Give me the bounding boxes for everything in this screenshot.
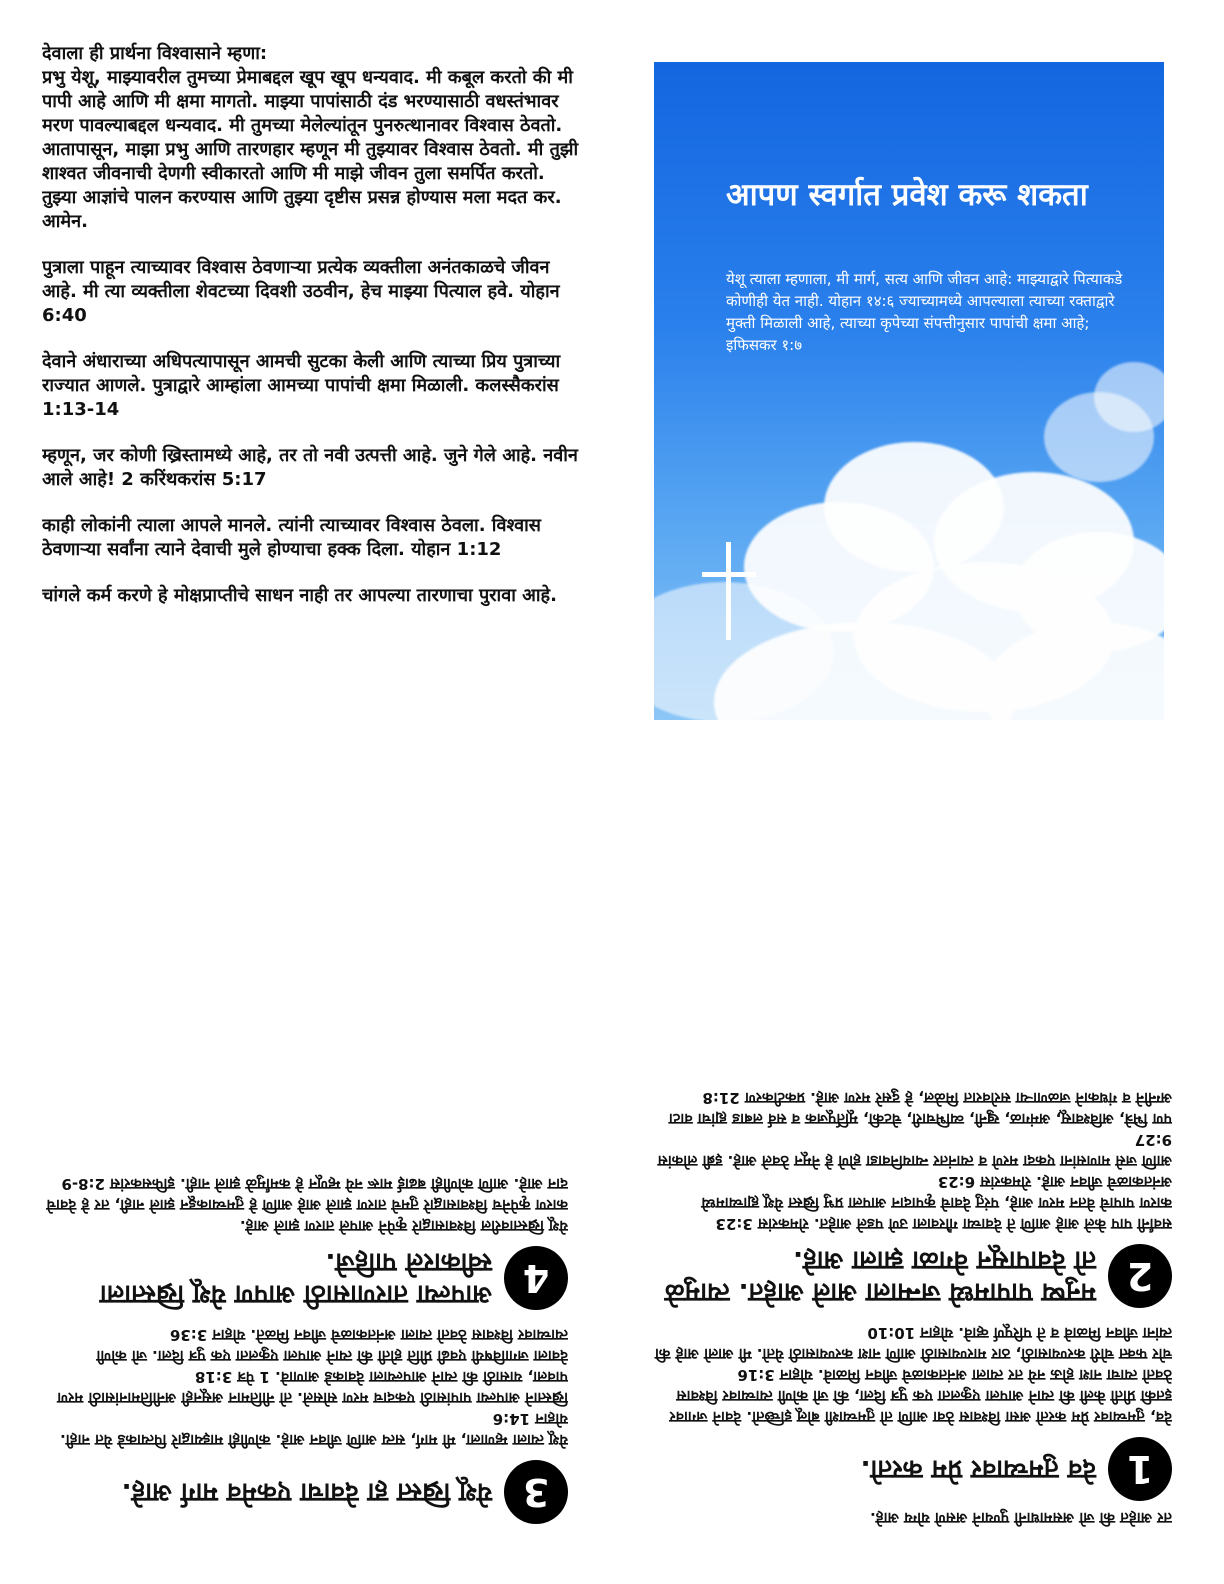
prayer-paragraph: देवाला ही प्रार्थना विश्वासाने म्हणा: प्रभु येशू, माझ्यावरील तुमच्या प्रेमाबद्दल खूप खूप धन्यवाद. मी कबूल करतो की मी पापी आहे आणि मी क्षमा मागतो. माझ्या पापांसाठी दंड भरण्यासाठी वधस्तंभावर मरण पावल्याबद्दल धन्यवाद. मी तुमच्या मेलेल्यांतून पुनरुत्थानावर विश्वास ठेवतो. आतापासून, माझा प्रभु आणि तारणहार म्हणून मी तुझ्यावर विश्वास ठेवतो. मी तुझी शाश्वत जीवनाची देणगी स्वीकारतो आणि मी माझे जीवन तुला समर्पित करतो. तुझ्या आज्ञांचे पालन करण्यास आणि तुझ्या दृष्टीस प्रसन्न होण्यास मला मदत कर. आमेन. <box>42 43 579 232</box>
closing-paragraph: चांगले कर्म करणे हे मोक्षप्राप्तीचे साधन नाही तर आपल्या तारणाचा पुरावा आहे. <box>42 585 557 606</box>
prayer-panel <box>42 42 582 732</box>
section-1-header <box>654 1437 1172 1501</box>
cover-verse: येशू त्याला म्हणाला, मी मार्ग, सत्य आणि जीवन आहे: माझ्याद्वारे पित्याकडे कोणीही येत नाही. योहान १४:६ ज्याच्यामध्ये आपल्याला त्याच्या रक्ताद्वारे मुक्ती मिळाली आहे, त्याच्या कृपेच्या संपत्तीनुसार पापांची क्षमा आहे; इफिसकर १:७ <box>726 270 1123 354</box>
intro-text: तर आहेत की जो असमाधानी पुण्याने असणे योग्य आहे. <box>870 1509 1172 1527</box>
verse-paragraph: पुत्राला पाहून त्याच्यावर विश्वास ठेवणाऱ्या प्रत्येक व्यक्तीला अनंतकाळचे जीवन आहे. मी त्या व्यक्तीला शेवटच्या दिवशी उठवीन, हेच माझ्या पित्याल हवे. योहान 6:40 <box>42 257 560 326</box>
number-badge: 1 <box>1108 1437 1172 1501</box>
sections-1-2-panel <box>654 836 1172 1528</box>
section-body: देव, तुमच्यावर प्रेम करतो असा विश्वास ठेवा आणि तो तुमच्याशी बोलू इच्छितो. देवाने जगावर इतकी प्रीती केली की त्याने आपला एकुलता एक पुत्र दिला, की जो कोणी त्याच्यावर विश्वास ठेवतो त्याचा नाश होऊ नये तर त्याला अनंतकाळचे जीवन मिळावे. योहान 3:16 चोर फक्त चोरी करण्यासाठी, ठार मारण्यासाठी आणि नाश करण्यासाठी येतो. मी आलो आहे की त्यांना जीवन मिळावे व ते परिपूर्ण व्हावे. योहान 10:10 <box>654 1324 1172 1426</box>
verse-paragraph: म्हणून, जर कोणी ख्रिस्तामध्ये आहे, तर तो नवी उत्पत्ती आहे. जुने गेले आहे. नवीन आले आहे! 2 करिंथकरांस 5:17 <box>42 445 578 490</box>
section-body: येशू त्याला म्हणाला, मी मार्ग, सत्य आणि जीवन आहे. कोणीही माझ्याद्वारे पित्याकडे येत नाही. योहान 14:6 ख्रिस्ताने आपल्या पापांसाठी एकदाच मरण सोसले. तो नीतिमान असूनही अनीतिमानांसाठी मरण पावला, यासाठी की त्याने आपल्याला देवाकडे आणावे. 1 पेत्र 3:18 देवाला जगाविषयी एवढी प्रीति होती की त्याने आपला एकुलता एक पुत्र दिला. जो कोणी त्याच्यावर विश्वास ठेवतो त्याला अनंतकाळचे जीवन मिळते. योहान 3:36 <box>57 1326 568 1449</box>
section-body: येशू ख्रिस्तावरील विश्वासाद्वारे कृपेने आपले तारण झाले आहे. कारण कृपेनेच विश्वासाद्वारे तुमचे तारण झाले आहे आणि हे तुमच्याकडून झाले नाही, तर हे देवाचे दान आहे. आणि कोणीही बढाई मारू नये म्हणून हे कर्मांमुळे झाले नाही. इफिसकरांस 2:8-9 <box>46 1175 568 1235</box>
number-badge: 2 <box>1108 1244 1172 1308</box>
verse-paragraph: काही लोकांनी त्याला आपले मानले. त्यांनी त्याच्यावर विश्वास ठेवला. विश्वास ठेवणाऱ्या सर्वांना त्याने देवाची मुले होण्याचा हक्क दिला. योहान 1:12 <box>42 515 541 560</box>
section-heading: येशू ख्रिस्त हा देवाचा एकमेव मार्ग आहे. <box>121 1477 492 1507</box>
section-heading: देव तुमच्यावर प्रेम करतो. <box>860 1454 1096 1484</box>
cover-panel <box>654 62 1164 720</box>
section-body: सर्वांनी पाप केले आहे आणि ते देवाच्या गौरवाला उणे पडले आहेत. रोमकरांस 3:23 कारण पापाचे वेतन मरण आहे, परंतु देवाचे कृपादान आपला प्रभु ख्रिस्त येशू ह्याच्यामध्ये अनंतकाळचे जीवन आहे. रोमकरांस 6:23 आणि जसे माणसांना एकदा मरणे व त्यानंतर न्यायनिवाडा होणे हे नेमून ठेवले आहे. इब्री लोकांस 9:27 पण भित्रे, अविश्वासू, अमंगळ, खुनी, व्यभिचारी, चेटकी, मूर्तिपूजक व सर्व लबाड ह्यांचा वाटा अग्नीने व गंधकाने जळणाऱ्या सरोवरात मिळेल, हे दुसरे मरण आहे. प्रकटीकरण 21:8 <box>657 1089 1172 1233</box>
verse-paragraph: देवाने अंधाराच्या अधिपत्यापासून आमची सुटका केली आणि त्याच्या प्रिय पुत्राच्या राज्यात आणले. पुत्राद्वारे आम्हांला आमच्या पापांची क्षमा मिळाली. कलस्सैकरांस 1:13-14 <box>42 351 561 420</box>
number-badge: 4 <box>504 1246 568 1310</box>
number-badge: 3 <box>504 1460 568 1524</box>
section-3-header <box>42 1460 568 1524</box>
section-heading: आपल्या तारणासाठी आपण येशू ख्रिस्ताला स्वीकारले पाहिजे. <box>99 1247 492 1309</box>
section-heading: मनुष्य पापामध्ये जन्माला आले आहेत. त्यामुळे तो देवापासून वेगळा झाला आहे. <box>664 1245 1096 1307</box>
sections-3-4-panel <box>42 836 568 1528</box>
section-4-header <box>42 1246 568 1310</box>
cover-title: आपण स्वर्गात प्रवेश करू शकता <box>726 177 1088 213</box>
section-2-header <box>654 1244 1172 1308</box>
